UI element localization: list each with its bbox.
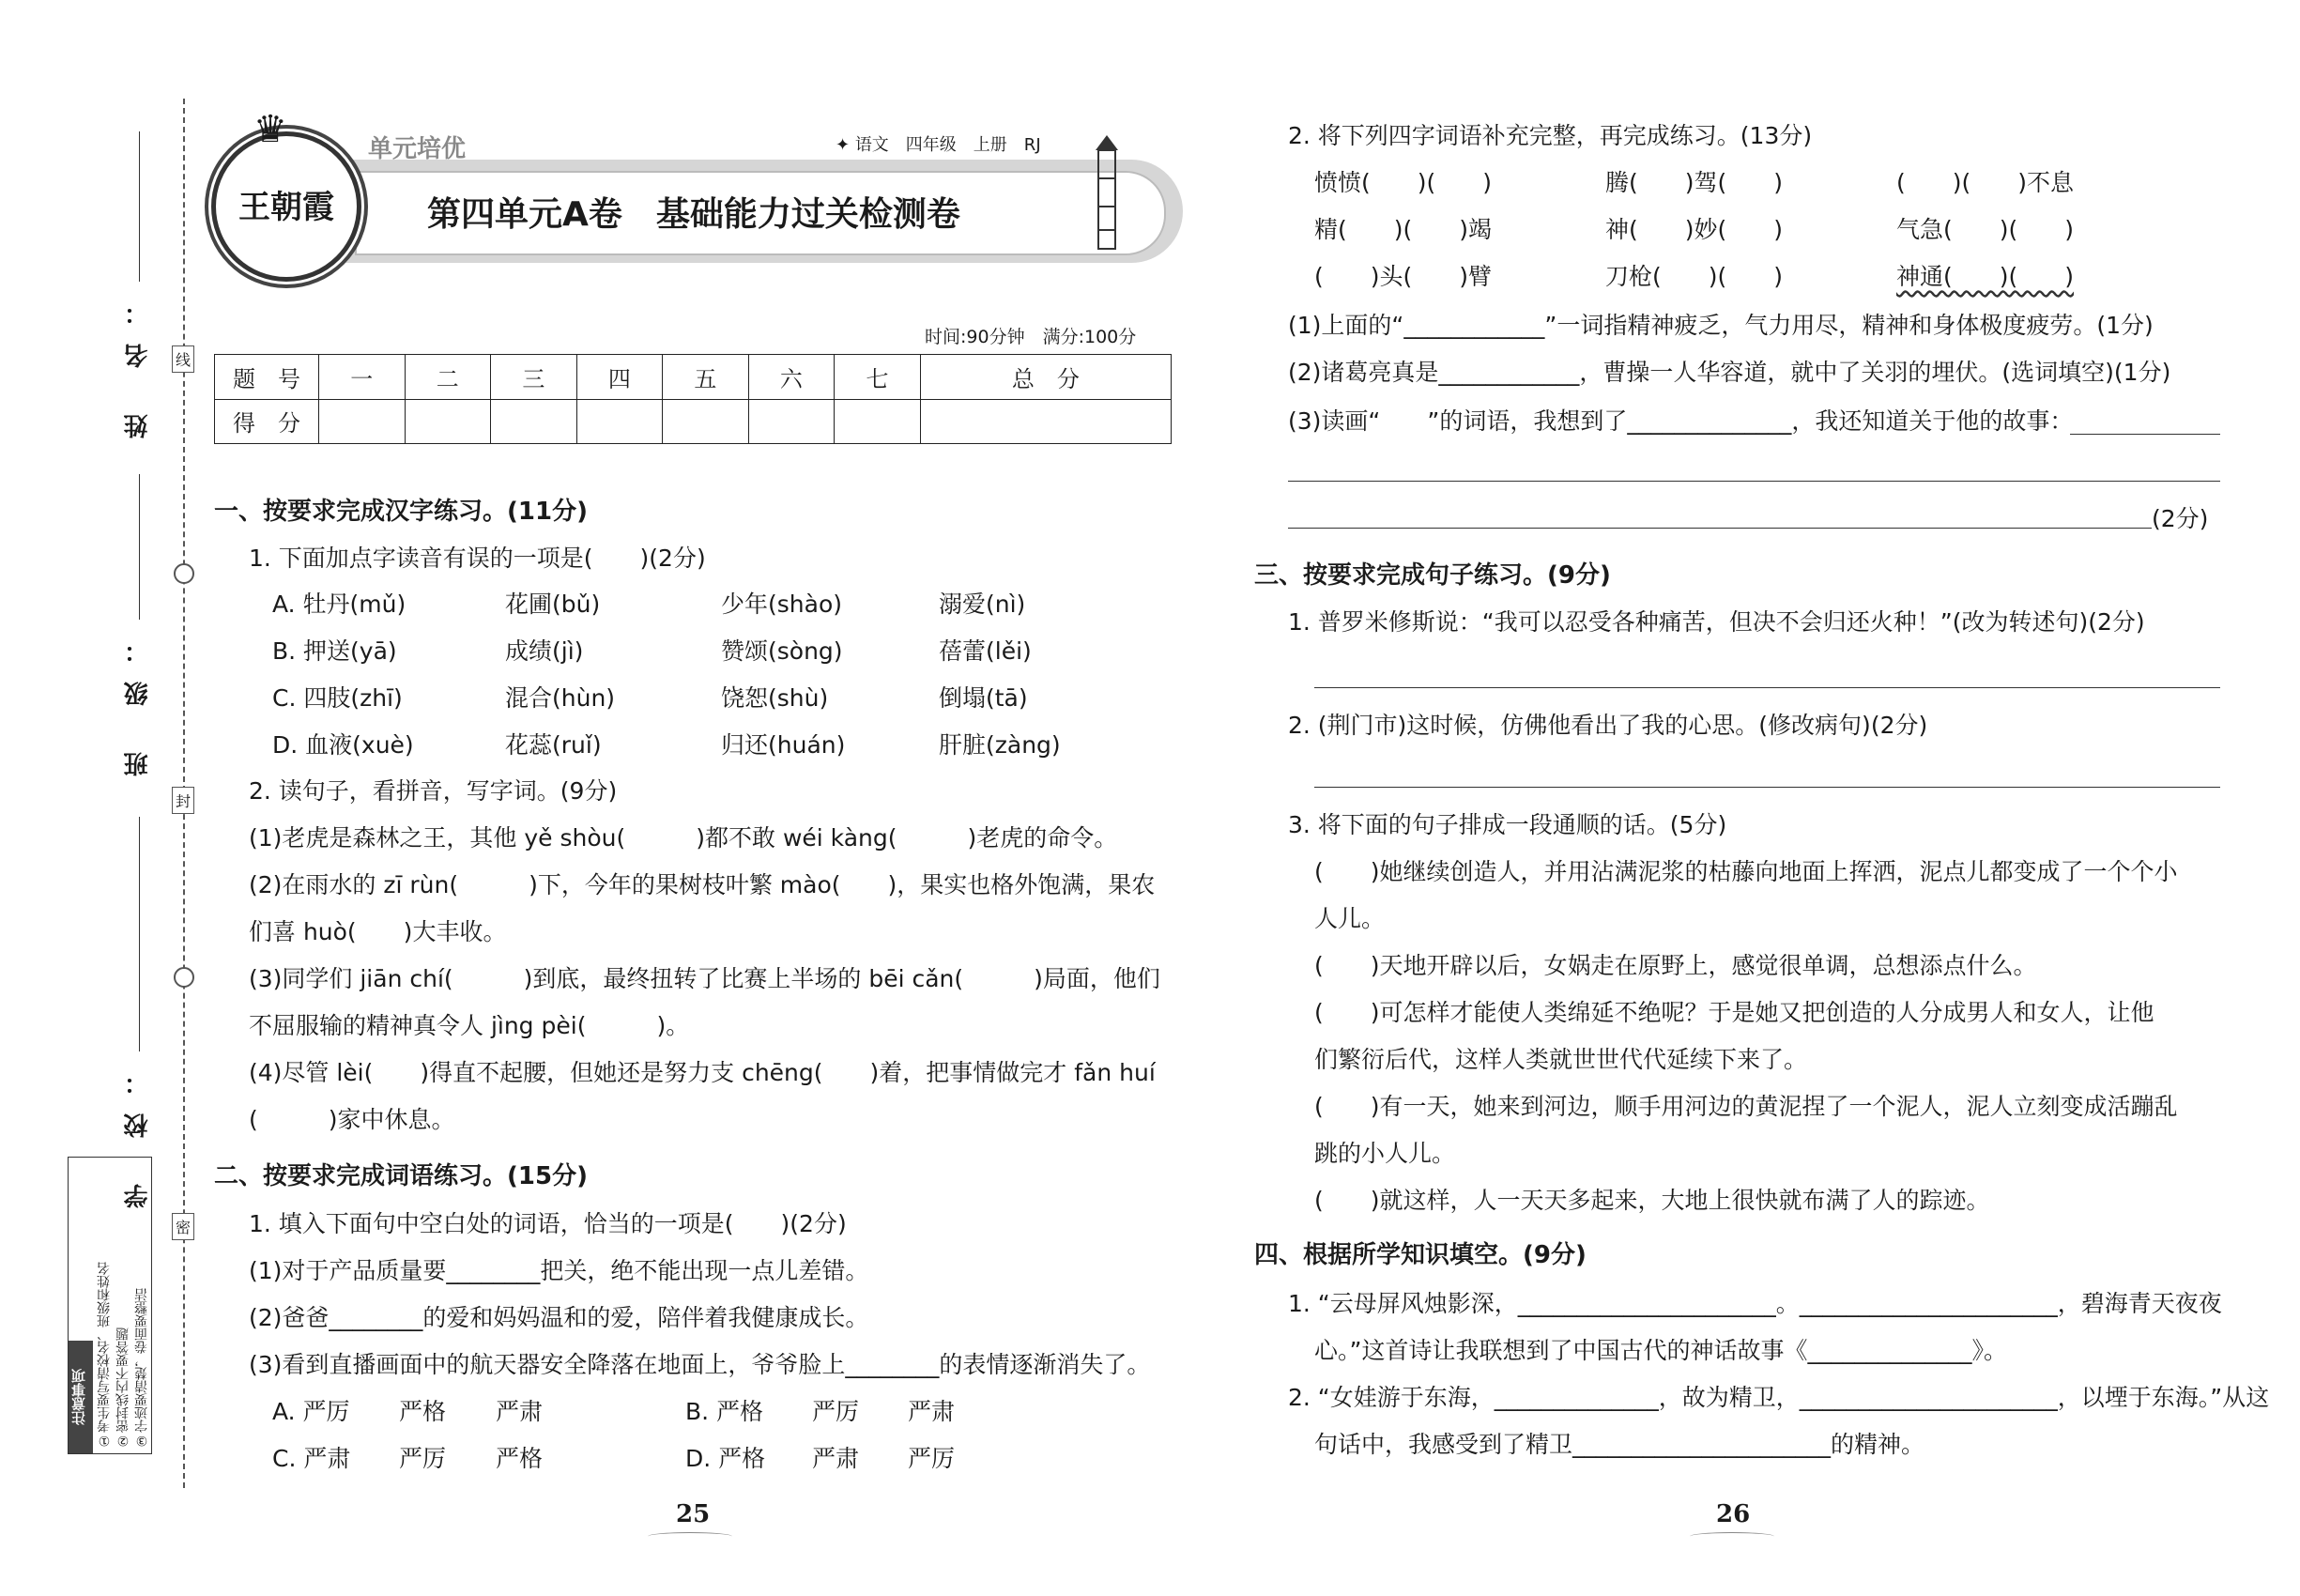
s2-q1-line: (3)看到直播画面中的航天器安全降落在地面上，爷爷脸上________的表情逐渐消失了。 — [249, 1351, 1151, 1378]
s2-option: 严肃 — [496, 1398, 544, 1425]
option-a-4: 溺爱(nì) — [939, 591, 1026, 618]
lighthouse-icon — [1091, 131, 1123, 253]
idiom-subquestion: (1)上面的“____________”一词指精神疲乏，气力用尽，精神和身体极度疲劳。(1分) — [1288, 312, 2154, 339]
s2-option: 严厉 — [908, 1445, 956, 1472]
idiom: 精( )( )竭 — [1314, 216, 1493, 243]
binding-hole-icon — [174, 967, 194, 988]
s4-line: 1. “云母屏风烛影深，______________________。______________________，碧海青天夜夜 — [1288, 1290, 2222, 1317]
q2-line: (4)尽管 lèi( )得直不起腰，但她还是努力支 chēng( )着，把事情做完才 fǎn huí — [249, 1059, 1156, 1086]
page-title: 第四单元A卷 基础能力过关检测卷 — [427, 195, 960, 234]
q2-line: ( )家中休息。 — [249, 1106, 455, 1133]
series-label: 单元培优 — [368, 135, 467, 163]
ordering-sentence: ( )她继续创造人，并用沾满泥浆的枯藤向地面上挥洒，泥点儿都变成了一个个小 — [1314, 858, 2178, 885]
option-d-1: D. 血液(xuè) — [272, 731, 414, 759]
s4-line: 2. “女娃游于东海，______________，故为精卫，______________________，以堙于东海。”从这 — [1288, 1384, 2270, 1411]
notice-item: ③字迹要清楚，卷面要整洁 — [134, 1288, 149, 1448]
brand-logo-text: 王朝霞 — [238, 189, 334, 226]
ordering-sentence: 人儿。 — [1314, 905, 1386, 932]
s2-option: 严格 — [496, 1445, 544, 1472]
time-score: 时间:90分钟 满分:100分 — [925, 327, 1137, 347]
section-2-title: 二、按要求完成词语练习。(15分) — [214, 1162, 588, 1190]
page-number-right: 26 — [1716, 1500, 1751, 1528]
option-d-2: 花蕊(ruǐ) — [505, 731, 602, 759]
class-label: 班 级： — [124, 620, 152, 777]
idiom: ( )头( )臂 — [1314, 263, 1493, 290]
s4-line: 句话中，我感受到了精卫______________________的精神。 — [1314, 1431, 1925, 1458]
answer-line[interactable] — [1314, 687, 2220, 688]
score-header-cell: 总 分 — [920, 355, 1171, 400]
option-a-2: 花圃(bǔ) — [505, 591, 601, 618]
option-b-4: 蓓蕾(lěi) — [939, 637, 1032, 665]
score-table — [214, 354, 1172, 444]
option-c-3: 饶恕(shù) — [721, 684, 829, 712]
question-1-stem: 1. 下面加点字读音有误的一项是( )(2分) — [249, 545, 706, 572]
s2-option: 严肃 — [908, 1398, 956, 1425]
s2-option: B. 严格 — [685, 1398, 764, 1425]
section-3-title: 三、按要求完成句子练习。(9分) — [1254, 561, 1611, 590]
ordering-sentence: 跳的小人儿。 — [1314, 1140, 1456, 1167]
idiom-subquestion: (2)诸葛亮真是____________，曹操一人华容道，就中了关羽的埋伏。(选词填空)(1分) — [1288, 359, 2171, 386]
option-a-3: 少年(shào) — [721, 591, 842, 618]
question-2-stem: 2. 读句子，看拼音，写字词。(9分) — [249, 777, 618, 805]
notice-title: 注意事项 — [69, 1341, 93, 1453]
option-d-3: 归还(huán) — [721, 731, 846, 759]
score-cell[interactable] — [663, 399, 749, 444]
q2-line: (1)老虎是森林之王，其他 yě shòu( )都不敢 wéi kàng( )老虎的命令。 — [249, 824, 1118, 852]
option-b-3: 赞颂(sòng) — [721, 637, 843, 665]
cut-mark-xian: 线 — [172, 345, 194, 373]
s3-question-3-stem: 3. 将下面的句子排成一段通顺的话。(5分) — [1288, 811, 1727, 838]
s2-option: C. 严肃 — [272, 1445, 351, 1472]
idiom: ( )( )不息 — [1896, 169, 2075, 196]
option-c-1: C. 四肢(zhī) — [272, 684, 403, 712]
q2-line: 们喜 huò( )大丰收。 — [249, 918, 507, 945]
class-field[interactable] — [139, 474, 140, 620]
answer-line[interactable] — [1288, 481, 2220, 482]
ordering-sentence: ( )有一天，她来到河边，顺手用河边的黄泥捏了一个泥人，泥人立刻变成活蹦乱 — [1314, 1093, 2178, 1120]
idiom: 腾( )驾( ) — [1605, 169, 1784, 196]
q2-line: (2)在雨水的 zī rùn( )下，今年的果树枝叶繁 mào( )，果实也格外饱满，果农 — [249, 871, 1156, 898]
ordering-sentence: ( )可怎样才能使人类绵延不绝呢？于是她又把创造的人分成男人和女人，让他 — [1314, 999, 2154, 1026]
ordering-sentence: 们繁衍后代，这样人类就世世代代延续下来了。 — [1314, 1046, 1808, 1073]
section-4-title: 四、根据所学知识填空。(9分) — [1254, 1241, 1587, 1269]
score-header-cell: 题 号 — [215, 355, 319, 400]
score-table-row — [215, 399, 1172, 444]
binding-hole-icon — [174, 563, 194, 584]
school-field[interactable] — [139, 817, 140, 1051]
s2-question-2-stem: 2. 将下列四字词语补充完整，再完成练习。(13分) — [1288, 122, 1813, 149]
score-cell[interactable] — [319, 399, 406, 444]
cut-mark-feng: 封 — [172, 787, 194, 814]
score-header-cell: 三 — [491, 355, 577, 400]
page-number-ornament — [1690, 1532, 1774, 1541]
idiom: 刀枪( )( ) — [1605, 263, 1784, 290]
score-header-cell: 七 — [835, 355, 921, 400]
answer-line[interactable] — [1288, 528, 2152, 529]
s2-option: 严格 — [399, 1398, 447, 1425]
s2-question-1-stem: 1. 填入下面句中空白处的词语，恰当的一项是( )(2分) — [249, 1210, 847, 1237]
name-field[interactable] — [139, 131, 140, 282]
idiom-subquestion: (3)读画“ ”的词语，我想到了______________，我还知道关于他的故事： — [1288, 407, 2074, 435]
s3-question-1: 1. 普罗米修斯说：“我可以忍受各种痛苦，但决不会归还火种！”(改为转述句)(2分) — [1288, 608, 2145, 636]
score-cell[interactable] — [405, 399, 491, 444]
answer-line[interactable] — [1314, 787, 2220, 788]
subject-meta-text: 语文 四年级 上册 RJ — [854, 135, 1041, 155]
s4-line: 心。”这首诗让我联想到了中国古代的神话故事《______________》。 — [1314, 1337, 2007, 1364]
s3-question-2: 2. (荆门市)这时候，仿佛他看出了我的心思。(修改病句)(2分) — [1288, 712, 1928, 739]
option-c-2: 混合(hùn) — [505, 684, 616, 712]
score-header-cell: 一 — [319, 355, 406, 400]
subject-meta — [836, 131, 1041, 156]
option-a-1: A. 牡丹(mǔ) — [272, 591, 406, 618]
score-cell[interactable] — [748, 399, 835, 444]
score-cell[interactable] — [835, 399, 921, 444]
star-icon: ✦ — [836, 135, 855, 155]
answer-line[interactable] — [2070, 434, 2220, 435]
idiom: 愤愤( )( ) — [1314, 169, 1493, 196]
brand-logo — [211, 131, 361, 282]
q2-line: (3)同学们 jiān chí( )到底，最终扭转了比赛上半场的 bēi cǎn( )局面，他们 — [249, 965, 1160, 992]
ordering-sentence: ( )就这样，人一天天多起来，大地上很快就布满了人的踪迹。 — [1314, 1187, 1990, 1214]
page-number-ornament — [648, 1532, 732, 1541]
page-number-left: 25 — [676, 1500, 711, 1528]
score-header-cell: 六 — [748, 355, 835, 400]
idiom: 气急( )( ) — [1896, 216, 2075, 243]
score-header-cell: 五 — [663, 355, 749, 400]
school-label: 学 校： — [124, 1051, 152, 1209]
notice-item: ②密封线内不要答题 — [115, 1327, 130, 1448]
score-cell[interactable] — [920, 399, 1171, 444]
option-c-4: 倒塌(tā) — [939, 684, 1028, 712]
cut-mark-mi: 密 — [172, 1213, 194, 1240]
option-b-1: B. 押送(yā) — [272, 637, 397, 665]
score-table-header-row — [215, 355, 1172, 400]
s2-option: A. 严厉 — [272, 1398, 350, 1425]
s2-option: D. 严格 — [685, 1445, 766, 1472]
score-header-cell: 二 — [405, 355, 491, 400]
score-row-label: 得 分 — [215, 399, 319, 444]
notice-item: ①考生要写清校名、班级和姓名 — [97, 1262, 112, 1448]
s2-q1-line: (2)爸爸________的爱和妈妈温和的爱，陪伴着我健康成长。 — [249, 1304, 869, 1331]
score-cell[interactable] — [491, 399, 577, 444]
score-header-cell: 四 — [576, 355, 663, 400]
section-1-title: 一、按要求完成汉字练习。(11分) — [214, 498, 588, 526]
s2-option: 严厉 — [812, 1398, 860, 1425]
option-b-2: 成绩(jì) — [505, 637, 584, 665]
idiom: 神( )妙( ) — [1605, 216, 1784, 243]
option-d-4: 肝脏(zàng) — [939, 731, 1061, 759]
score-note: (2分) — [2152, 505, 2209, 532]
ordering-sentence: ( )天地开辟以后，女娲走在原野上，感觉很单调，总想添点什么。 — [1314, 952, 2037, 979]
s2-option: 严肃 — [812, 1445, 860, 1472]
score-cell[interactable] — [576, 399, 663, 444]
s2-q1-line: (1)对于产品质量要________把关，绝不能出现一点儿差错。 — [249, 1257, 869, 1284]
crown-icon: ♛ — [253, 108, 287, 151]
notice-box — [68, 1157, 152, 1454]
idiom-underlined: 神通( )( ) — [1896, 263, 2075, 290]
s2-option: 严厉 — [399, 1445, 447, 1472]
name-label: 姓 名： — [124, 282, 152, 439]
q2-line: 不屈服输的精神真令人 jìng pèi( )。 — [249, 1012, 690, 1039]
